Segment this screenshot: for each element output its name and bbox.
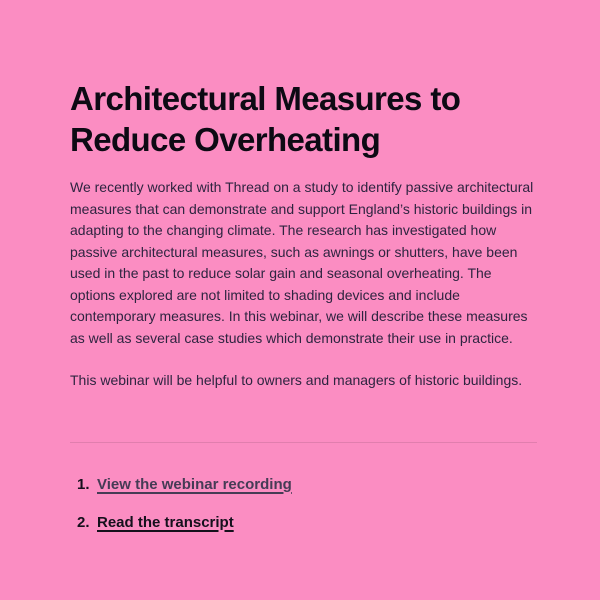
list-item-webinar-recording xyxy=(77,475,537,495)
webinar-recording-link[interactable]: View the webinar recording xyxy=(97,475,292,493)
audience-paragraph: This webinar will be helpful to owners and managers of historic buildings. xyxy=(70,372,523,388)
page-title: Architectural Measures to Reduce Overheating xyxy=(70,80,461,158)
list-item-transcript xyxy=(77,513,537,533)
intro-paragraph: We recently worked with Thread on a study to identify passive architectural measures that can demonstrate and support England’s historic buildings in adapting to the changing climate. The research has investigated how passive architectural measures, such as awnings or shutters, have been used in the past to reduce solar gain and seasonal overheating. The options explored are not limited to shading devices and include contemporary measures. In this webinar, we will describe these measures as well as several case studies which demonstrate their use in practice. xyxy=(70,179,534,346)
list-item-number: 2. xyxy=(77,513,90,531)
webinar-actions-list xyxy=(70,475,537,533)
transcript-link[interactable]: Read the transcript xyxy=(97,513,234,531)
list-item-number: 1. xyxy=(77,475,90,493)
section-divider xyxy=(70,442,537,443)
